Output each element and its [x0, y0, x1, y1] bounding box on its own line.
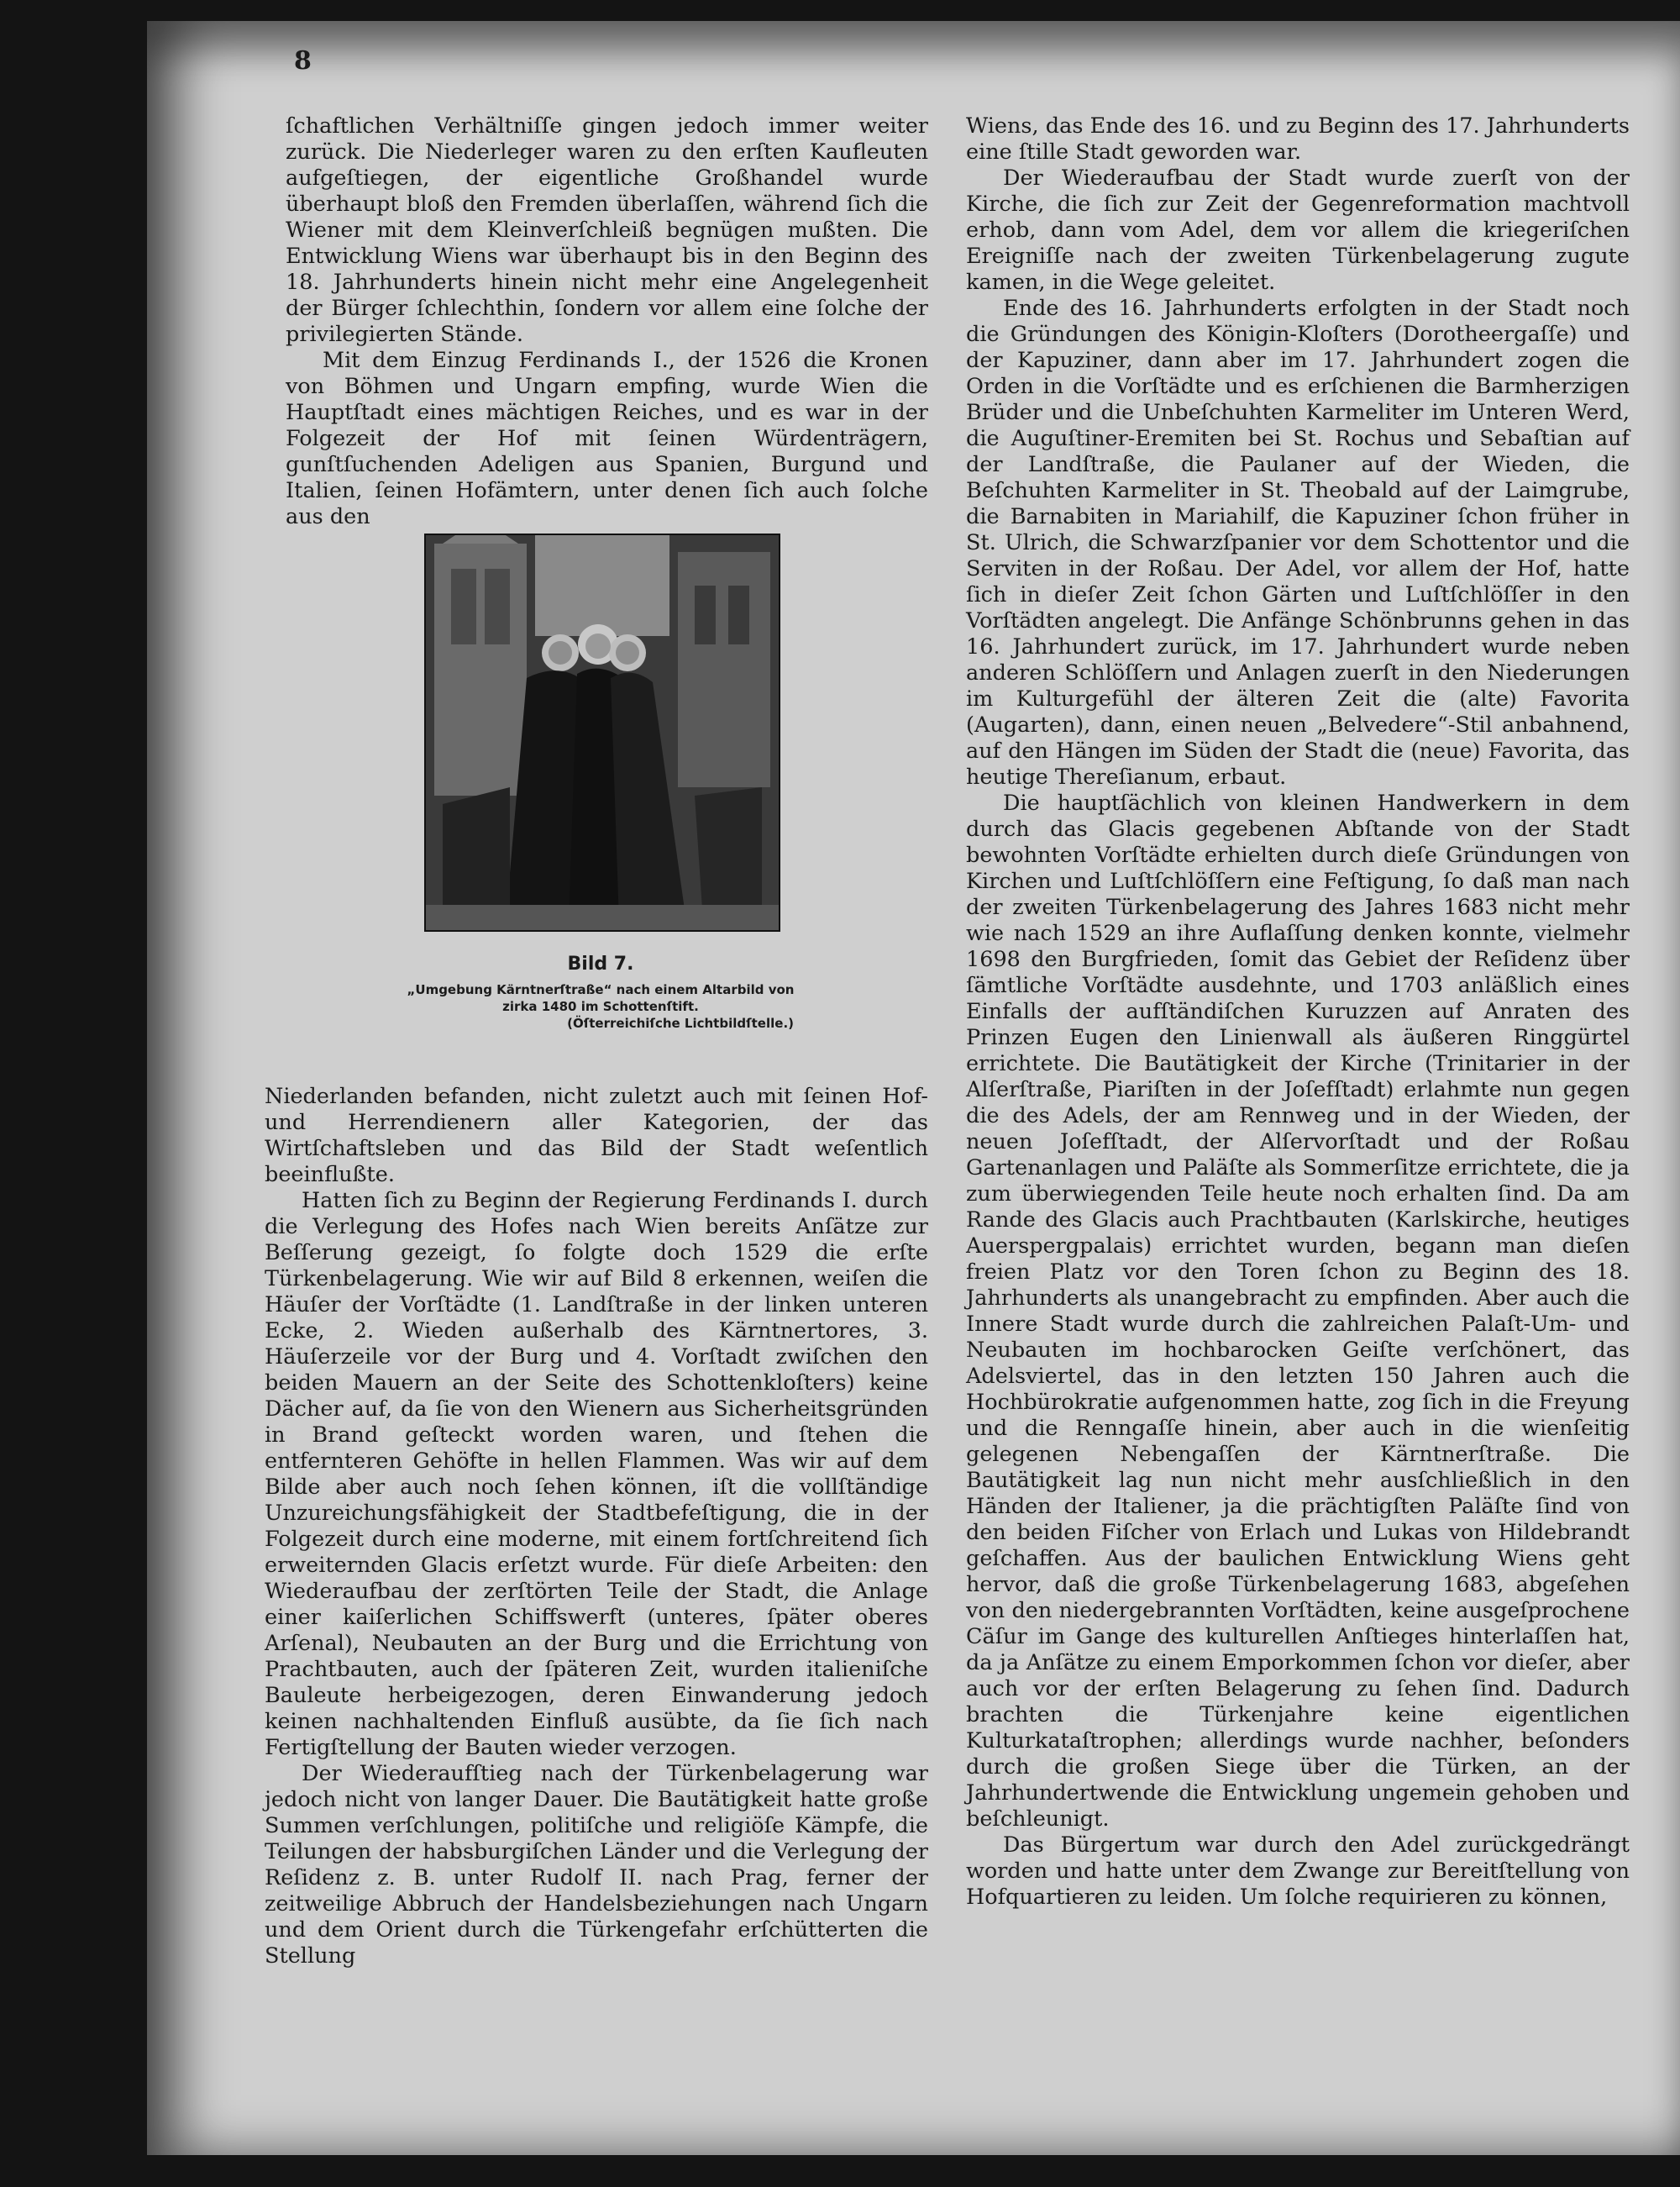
paragraph: Niederlanden befanden, nicht zuletzt auch mit ſeinen Hof- und Herrendienern aller Kategorien, der das Wirtſchaftsleben und das Bild der Stadt weſentlich beeinflußte. [265, 1084, 928, 1187]
altar-painting-illustration [426, 535, 779, 930]
paragraph: Wiens, das Ende des 16. und zu Beginn des 17. Jahrhunderts eine ſtille Stadt geworden war. [966, 113, 1630, 165]
figure-description: „Umgebung Kärntnerſtraße“ nach einem Altarbild von zirka 1480 im Schottenſtift. [407, 982, 795, 1014]
document-page [147, 21, 1680, 2155]
paragraph: Das Bürgertum war durch den Adel zurückgedrängt worden und hatte unter dem Zwange zur Bereitſtellung von Hofquartieren zu leiden. Um ſolche requirieren zu können, [966, 1832, 1630, 1910]
page-number: 8 [294, 46, 312, 76]
paragraph: Mit dem Einzug Ferdinands I., der 1526 die Kronen von Böhmen und Ungarn empfing, wurde Wien die Hauptſtadt eines mächtigen Reiches, und es war in der Folgezeit der Hof mit ſeinen Würdenträgern, gunſtſuchenden Adeligen aus Spanien, Burgund und Italien, ſeinen Hofämtern, unter denen ſich auch ſolche aus den [286, 348, 928, 529]
figure-credit: (Öſterreichiſche Lichtbildſtelle.) [567, 1016, 794, 1031]
right-column [966, 113, 1630, 1911]
figure-caption [399, 954, 802, 1032]
left-column-top [286, 113, 928, 530]
figure-image [424, 534, 780, 932]
paragraph: Der Wiederaufſtieg nach der Türkenbelagerung war jedoch nicht von langer Dauer. Die Bautätigkeit hatte große Summen verſchlungen, politiſche und religiöſe Kämpfe, die Teilungen der habsburgiſchen Länder und die Verlegung der Reſidenz z. B. unter Rudolf II. nach Prag, ferner der zeitweilige Abbruch der Handelsbeziehungen nach Ungarn und dem Orient durch die Türkengefahr erſchütterten die Stellung [265, 1761, 928, 1969]
paragraph: ſchaftlichen Verhältniſſe gingen jedoch immer weiter zurück. Die Niederleger waren zu den erſten Kaufleuten aufgeſtiegen, der eigentliche Großhandel wurde überhaupt bloß den Fremden überlaſſen, während ſich die Wiener mit dem Kleinverſchleiß begnügen mußten. Die Entwicklung Wiens war überhaupt bis in den Beginn des 18. Jahrhunderts hinein nicht mehr eine Angelegenheit der Bürger ſchlechthin, ſondern vor allem eine ſolche der privilegierten Stände. [286, 113, 928, 347]
paragraph: Die hauptſächlich von kleinen Handwerkern in dem durch das Glacis gegebenen Abſtande von der Stadt bewohnten Vorſtädte erhielten durch dieſe Gründungen von Kirchen und Luſtſchlöſſern eine Feſtigung, ſo daß man nach der zweiten Türkenbelagerung des Jahres 1683 nicht mehr wie nach 1529 an ihre Auflaſſung denken konnte, vielmehr 1698 den Burgfrieden, ſomit das Gebiet der Reſidenz über ſämtliche Vorſtädte ausdehnte, und 1703 anläßlich eines Einfalls der aufſtändiſchen Kuruzzen auf Anraten des Prinzen Eugen den Linienwall als äußeren Ringgürtel errichtete. Die Bautätigkeit der Kirche (Trinitarier in der Alſerſtraße, Piariſten in der Joſefſtadt) erlahmte nun gegen die des Adels, der am Rennweg und in der Wieden, der neuen Joſefſtadt, der Alſervorſtadt und der Roßau Gartenanlagen und Paläſte als Sommerſitze errichtete, die ja zum überwiegenden Teile heute noch erhalten ſind. Da am Rande des Glacis auch Prachtbauten (Karlskirche, heutiges Auerspergpalais) errichtet wurden, begann man dieſen freien Platz vor den Toren ſchon zu Beginn des 18. Jahrhunderts als unangebracht zu empfinden. Aber auch die Innere Stadt wurde durch die zahlreichen Palaſt-Um- und Neubauten im hochbarocken Geiſte verſchönert, das Adelsviertel, das in den letzten 150 Jahren auch die Hochbürokratie aufgenommen hatte, zog ſich in die Freyung und die Renngaſſe hinein, aber auch in die wienſeitig gelegenen Nebengaſſen der Kärntnerſtraße. Die Bautätigkeit lag nun nicht mehr ausſchließlich in den Händen der Italiener, ja die prächtigſten Paläſte ſind von den beiden Fiſcher von Erlach und Lukas von Hildebrandt geſchaffen. Aus der baulichen Entwicklung Wiens geht hervor, daß die große Türkenbelagerung 1683, abgeſehen von den niedergebrannten Vorſtädten, keine ausgeſprochene Cäſur im Gange des kulturellen Anſtieges hinterlaſſen hat, da ja Anſätze zu einem Emporkommen ſchon vor dieſer, aber auch vor der erſten Belagerung zu ſehen ſind. Dadurch brachten die Türkenjahre keine eigentlichen Kulturkataſtrophen; allerdings wurde nachher, beſonders durch die großen Siege über die Türken, an der Jahrhundertwende die Entwicklung ungemein gehoben und beſchleunigt. [966, 791, 1630, 1832]
figure-title: Bild 7. [567, 954, 634, 975]
paragraph: Der Wiederaufbau der Stadt wurde zuerſt von der Kirche, die ſich zur Zeit der Gegenreformation machtvoll erhob, dann vom Adel, dem vor allem die kriegeriſchen Ereigniſſe nach der zweiten Türkenbelagerung zugute kamen, in die Wege geleitet. [966, 166, 1630, 295]
left-column-bottom [265, 1084, 928, 1969]
paragraph: Ende des 16. Jahrhunderts erfolgten in der Stadt noch die Gründungen des Königin-Kloſters (Dorotheergaſſe) und der Kapuziner, dann aber im 17. Jahrhundert zogen die Orden in die Vorſtädte und es erſchienen die Barmherzigen Brüder und die Unbeſchuhten Karmeliter im Unteren Werd, die Auguſtiner-Eremiten bei St. Rochus und Sebaſtian auf der Landſtraße, die Paulaner auf der Wieden, die Beſchuhten Karmeliter in St. Theobald auf der Laimgrube, die Barnabiten in Mariahilf, die Kapuziner ſchon früher in St. Ulrich, die Schwarzſpanier vor dem Schottentor und die Serviten in der Roßau. Der Adel, vor allem der Hof, hatte ſich in dieſer Zeit ſchon Gärten und Luſtſchlöſſer in den Vorſtädten angelegt. Die Anfänge Schönbrunns gehen in das 16. Jahrhundert zurück, im 17. Jahrhundert wurde neben anderen Schlöſſern und Anlagen zuerſt in den Niederungen im Kulturgefühl der älteren Zeit die (alte) Favorita (Augarten), dann, einen neuen „Belvedere“-Stil anbahnend, auf den Hängen im Süden der Stadt die (neue) Favorita, das heutige Thereſianum, erbaut. [966, 296, 1630, 790]
paragraph: Hatten ſich zu Beginn der Regierung Ferdinands I. durch die Verlegung des Hofes nach Wien bereits Anſätze zur Beſſerung gezeigt, ſo folgte doch 1529 die erſte Türkenbelagerung. Wie wir auf Bild 8 erkennen, weiſen die Häuſer der Vorſtädte (1. Landſtraße in der linken unteren Ecke, 2. Wieden außerhalb des Kärntnertores, 3. Häuſerzeile vor der Burg und 4. Vorſtadt zwiſchen den beiden Mauern an der Seite des Schottenkloſters) keine Dächer auf, da ſie von den Wienern aus Sicherheitsgründen in Brand geſteckt worden waren, und ſtehen die entfernteren Gehöfte in hellen Flammen. Was wir auf dem Bilde aber auch noch ſehen können, iſt die vollſtändige Unzureichungsfähigkeit der Stadtbefeſtigung, die in der Folgezeit durch eine moderne, mit einem fortſchreitend ſich erweiternden Glacis erſetzt wurde. Für dieſe Arbeiten: den Wiederaufbau der zerſtörten Teile der Stadt, die Anlage einer kaiſerlichen Schiffswerft (unteres, ſpäter oberes Arſenal), Neubauten an der Burg und die Errichtung von Prachtbauten, auch der ſpäteren Zeit, wurden italieniſche Bauleute herbeigezogen, deren Einwanderung jedoch keinen nachhaltenden Einfluß ausübte, da ſie ſich nach Fertigſtellung der Bauten wieder verzogen. [265, 1188, 928, 1760]
